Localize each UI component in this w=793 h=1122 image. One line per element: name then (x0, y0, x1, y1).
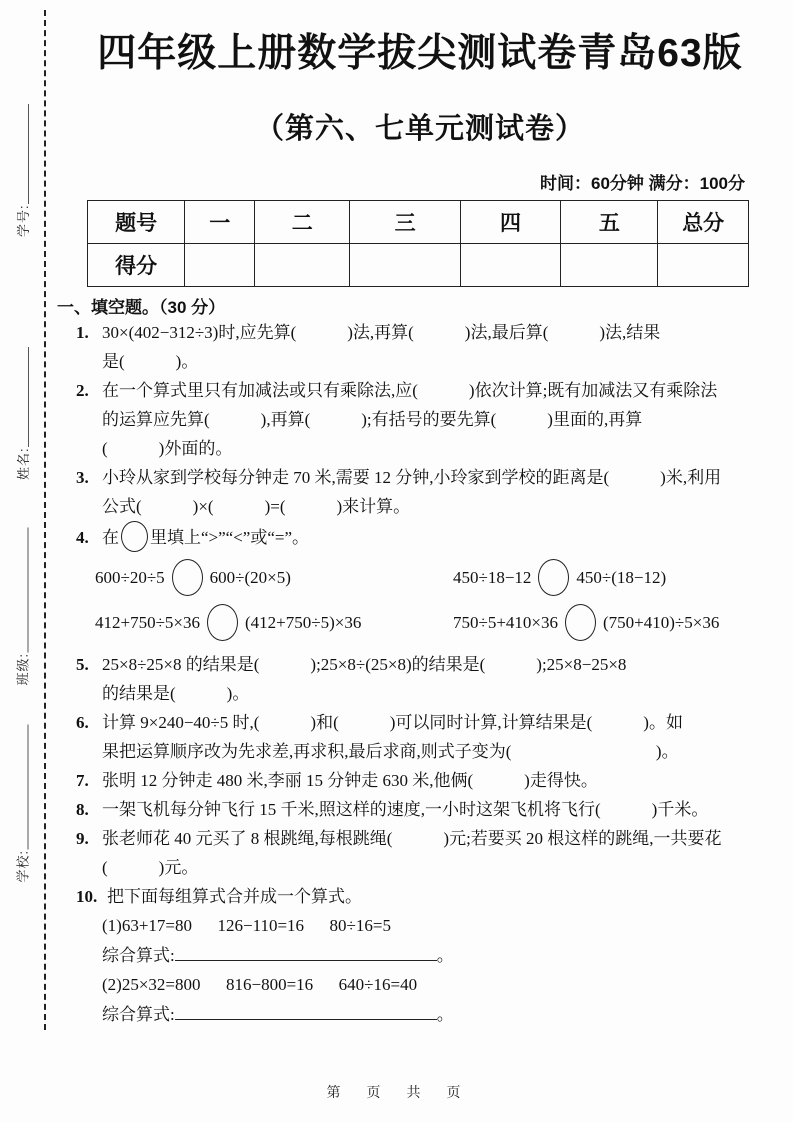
expression-right: 450÷(18−12) (576, 567, 667, 587)
compare-item (453, 604, 719, 641)
question-3-line: 公式( )×( )=( )来计算。 (102, 497, 411, 516)
period: 。 (436, 945, 454, 965)
question-6-line: 果把运算顺序改为先求差,再求积,最后求商,则式子变为( )。 (102, 742, 679, 761)
score-header-cell: 二 (255, 201, 350, 244)
score-header-cell: 三 (350, 201, 460, 244)
score-table-header-row (88, 201, 749, 244)
expression-left: 450÷18−12 (453, 567, 532, 587)
question-10-text: 把下面每组算式合并成一个算式。 (107, 887, 362, 906)
expression-right: 600÷(20×5) (209, 567, 291, 587)
question-4-text-post: 里填上“>”“<”或“=”。 (150, 528, 310, 547)
question-7-line (57, 766, 783, 795)
score-header-cell: 题号 (88, 201, 185, 244)
question-3-line (57, 463, 783, 492)
question-1-line (57, 318, 783, 347)
question-2-line: 的运算应先算( ),再算( );有括号的要先算( )里面的,再算 (102, 410, 643, 429)
answer-blank-line (175, 943, 437, 961)
compare-item (453, 559, 666, 596)
student-name-blank (28, 347, 29, 447)
score-cell-empty (255, 244, 350, 287)
question-10-group2-equations: (2)25×32=800 816−800=16 640÷16=40 (102, 975, 418, 994)
question-10-group1-equations: (1)63+17=80 126−110=16 80÷16=5 (102, 916, 391, 935)
fold-dashed-line (44, 10, 46, 1030)
score-header-cell: 总分 (658, 201, 749, 244)
student-id-field (12, 87, 32, 237)
compare-circle-icon (121, 521, 148, 552)
question-5-line: 的结果是( )。 (102, 684, 250, 703)
question-9-line: ( )元。 (102, 858, 199, 877)
expression-left: 412+750÷5×36 (95, 612, 201, 632)
question-10-group1-answer-line (57, 941, 783, 971)
question-2-line (57, 376, 783, 405)
compare-row-2 (57, 600, 783, 645)
school-label: 学校: (15, 849, 31, 883)
expression-left: 600÷20÷5 (95, 567, 165, 587)
score-table (87, 200, 749, 287)
score-cell-empty (460, 244, 560, 287)
question-8-number: 8. (76, 800, 89, 819)
class-field (12, 511, 32, 686)
question-7-text: 张明 12 分钟走 480 米,李丽 15 分钟走 630 米,他俩( )走得快。 (102, 771, 598, 790)
question-2-text: 在一个算式里只有加减法或只有乘除法,应( )依次计算;既有加减法又有乘除法 (102, 381, 718, 400)
section1-heading: 一、填空题。（30 分） (57, 298, 226, 317)
page-footer: 第 页 共 页 (326, 1084, 467, 1100)
question-4-text-pre: 在 (102, 528, 119, 547)
student-name-label: 姓名: (16, 447, 31, 480)
score-header-cell: 一 (185, 201, 255, 244)
expression-left: 750÷5+410×36 (453, 612, 559, 632)
question-10-number: 10. (76, 887, 98, 906)
score-row-label: 得分 (88, 244, 185, 287)
question-6-line (57, 708, 783, 737)
expression-right: (750+410)÷5×36 (603, 612, 720, 632)
question-5-text: 25×8÷25×8 的结果是( );25×8÷(25×8)的结果是( );25×8−25×8 (102, 655, 627, 674)
question-8-line (57, 795, 783, 824)
score-header-cell: 五 (561, 201, 658, 244)
score-cell-empty (350, 244, 460, 287)
question-6-number: 6. (76, 713, 89, 732)
compare-circle-icon (565, 604, 596, 641)
expression-right: (412+750÷5)×36 (245, 612, 362, 632)
paper-title: 四年级上册数学拔尖测试卷青岛63版 (97, 32, 743, 75)
question-9-number: 9. (76, 829, 89, 848)
student-id-blank (28, 104, 29, 204)
combined-expression-label: 综合算式: (102, 1004, 175, 1024)
combined-expression-label: 综合算式: (102, 945, 175, 965)
question-1-number: 1. (76, 323, 89, 342)
school-field (12, 708, 32, 883)
compare-item (95, 559, 453, 596)
question-1-line: 是( )。 (102, 352, 199, 371)
question-10-group2-answer-line (57, 1000, 783, 1030)
question-5-number: 5. (76, 655, 89, 674)
class-blank (28, 528, 29, 653)
score-cell-empty (658, 244, 749, 287)
compare-item (95, 604, 453, 641)
period: 。 (436, 1004, 454, 1024)
question-2-number: 2. (76, 381, 89, 400)
compare-circle-icon (538, 559, 569, 596)
score-header-cell: 四 (460, 201, 560, 244)
compare-circle-icon (207, 604, 238, 641)
question-5-line (57, 650, 783, 679)
question-10-line (57, 882, 783, 911)
paper-content (57, 20, 783, 1029)
class-label: 班级: (15, 652, 31, 686)
score-cell-empty (561, 244, 658, 287)
question-8-text: 一架飞机每分钟飞行 15 千米,照这样的速度,一小时这架飞机将飞行( )千米。 (102, 800, 709, 819)
question-2-line: ( )外面的。 (102, 439, 233, 458)
question-6-text: 计算 9×240−40÷5 时,( )和( )可以同时计算,计算结果是( )。如 (102, 713, 683, 732)
school-blank (28, 725, 29, 850)
paper-subtitle: （第六、七单元测试卷） (254, 113, 585, 145)
score-cell-empty (185, 244, 255, 287)
student-id-label: 学号: (16, 204, 31, 237)
question-3-text: 小玲从家到学校每分钟走 70 米,需要 12 分钟,小玲家到学校的距离是( )米,利用 (102, 468, 722, 487)
time-score-info: 时间：60分钟 满分：100分 (540, 174, 745, 193)
question-3-number: 3. (76, 468, 89, 487)
question-4-number: 4. (76, 528, 89, 547)
score-table-value-row (88, 244, 749, 287)
student-name-field (12, 330, 32, 480)
answer-blank-line (175, 1002, 437, 1020)
compare-circle-icon (172, 559, 203, 596)
question-9-text: 张老师花 40 元买了 8 根跳绳,每根跳绳( )元;若要买 20 根这样的跳绳,一共要花 (102, 829, 722, 848)
question-7-number: 7. (76, 771, 89, 790)
compare-row-1 (57, 555, 783, 600)
question-4-line (57, 521, 783, 555)
question-1-text: 30×(402−312÷3)时,应先算( )法,再算( )法,最后算( )法,结果 (102, 323, 661, 342)
question-9-line (57, 824, 783, 853)
